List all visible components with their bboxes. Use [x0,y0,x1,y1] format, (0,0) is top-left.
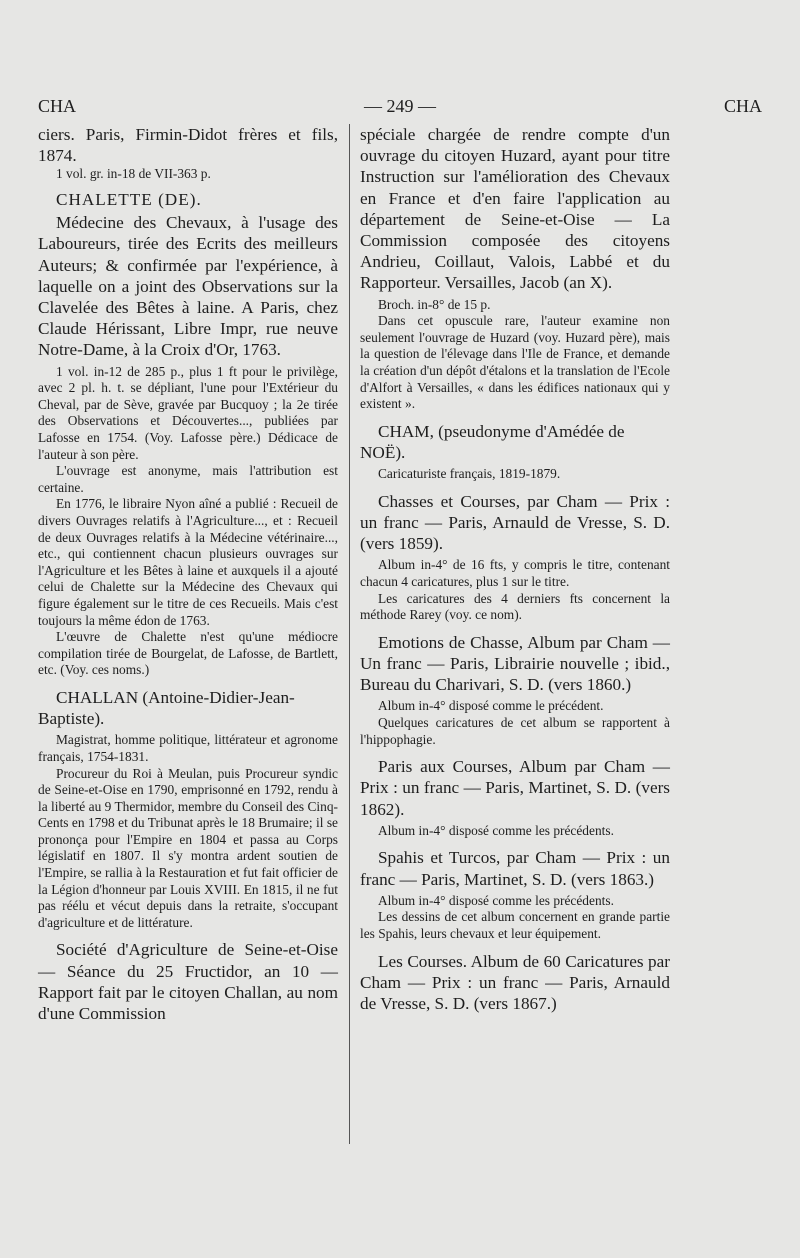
entry-title-spahis-et-turcos: Spahis et Turcos, par Cham — Prix : un franc — Paris, Martinet, S. D. (vers 1863.) [360,848,670,889]
column-divider [349,124,350,1144]
bibliographic-note: Broch. in-8° de 15 p. [378,296,491,312]
entry-title-medecine-des-chevaux: Médecine des Chevaux, à l'usage des Laboureurs, tirée des Ecrits des meilleurs Auteurs; & confirmée par l'expérience, à laquelle on a joint des Observations sur la Clavelée des Bêtes à laine. A Paris, chez Claude Hérissant, Libre Impr, rue neuve Notre-Dame, à la Croix d'Or, 1763. [38,213,338,360]
bibliographic-note: Album in-4° disposé comme les précédents. [378,822,614,838]
left-column [38,124,338,1024]
entry-heading-chalette: CHALETTE (DE). [56,190,202,209]
commentary-paragraph: En 1776, le libraire Nyon aîné a publié : Recueil de divers Ouvrages relatifs à l'Agriculture..., et : Recueil de deux Ouvrages relatifs à la Médecine vétérinaire..., etc., qui contiennent chacun plusieurs ouvrages sur l'Agriculture et les Bêtes à laine et auxquels il a ajouté celui de Chalette sur la Médecine des Chevaux qui figure également sur le titre de ces Recueils. Mais c'est toujours la même édon de 1763. [38,496,338,628]
header-right-word: CHA [723,96,762,116]
entry-title-paris-aux-courses: Paris aux Courses, Album par Cham — Prix : un franc — Paris, Martinet, S. D. (vers 1862). [360,757,670,819]
bibliographic-note: Album in-4° de 16 fts, y compris le titre, contenant chacun 4 caricatures, plus 1 sur le titre. [360,557,670,589]
commentary-paragraph: Les caricatures des 4 derniers fts concernent la méthode Rarey (voy. ce nom). [360,590,670,623]
entry-title-emotions-de-chasse: Emotions de Chasse, Album par Cham — Un franc — Paris, Librairie nouvelle ; ibid., Bureau du Charivari, S. D. (vers 1860.) [360,632,670,695]
commentary-paragraph: Quelques caricatures de cet album se rapportent à l'hippophagie. [360,714,670,747]
entry-title-chasses-et-courses: Chasses et Courses, par Cham — Prix : un franc — Paris, Arnauld de Vresse, S. D. (vers 1859). [360,491,670,554]
entry-heading-cham: CHAM, (pseudonyme d'Amédée de NOË). [360,421,625,462]
right-column [360,124,670,1014]
biography-summary: Caricaturiste français, 1819-1879. [378,466,561,482]
page-number: — 249 — [364,96,436,116]
commentary-paragraph: Dans cet opuscule rare, l'auteur examine non seulement l'ouvrage de Huzard (voy. Huzard père), mais la question de l'élevage dans l'Ile de France, et demande la création d'un dépôt d'étalons et la translation de l'Ecole d'Alfort à Versailles, « dans les édifices nationaux qui y existent ». [360,313,670,412]
entry-title-societe-agriculture: Société d'Agriculture de Seine-et-Oise — Séance du 25 Fructidor, an 10 — Rapport fait par le citoyen Challan, au nom d'une Commission [38,940,338,1024]
commentary-paragraph: L'ouvrage est anonyme, mais l'attribution est certaine. [38,463,338,495]
bibliographic-note: Album in-4° disposé comme les précédents. [378,892,614,908]
biography-paragraph: Procureur du Roi à Meulan, puis Procureur syndic de Seine-et-Oise en 1790, emprisonné en 1792, rendu à la liberté au 9 Thermidor, membre du Conseil des Cinq-Cents en 1798 et du Tribunat après le 18 Brumaire; il se prononça pour l'Empire en 1804 et passa au Corps législatif en 1807. Il s'y montra ardent soutien de l'Empire, se rallia à la Restauration et fut fait officier de la Légion d'honneur par Louis XVIII. En 1815, il ne fut pas réélu et vécut depuis dans la retraite, s'occupant d'agriculture et de littérature. [38,765,338,930]
entry-heading-challan: CHALLAN (Antoine-Didier-Jean-Baptiste). [38,687,295,729]
bibliographic-note: Album in-4° disposé comme le précédent. [378,698,604,714]
entry-title-les-courses: Les Courses. Album de 60 Caricatures par Cham — Prix : un franc — Paris, Arnauld de Vresse, S. D. (vers 1867.) [360,951,670,1013]
bibliographic-note: 1 vol. gr. in-18 de VII-363 p. [56,166,211,182]
bibliographic-note: 1 vol. in-12 de 285 p., plus 1 ft pour le privilège, avec 2 pl. h. t. se dépliant, l'une pour l'Extérieur du Cheval, par de Sève, gravée par Bucquoy ; la 2e tirée des Observations et Découvertes..., publiées par Lafosse en 1754. (Voy. Lafosse père.) Dédicace de l'auteur à son père. [38,363,338,462]
biography-summary: Magistrat, homme politique, littérateur et agronome français, 1754-1831. [38,732,338,764]
running-header [38,96,762,120]
commentary-paragraph: L'œuvre de Chalette n'est qu'une médiocre compilation tirée de Bourgelat, de Lafosse, de Bartlett, etc. (Voy. ces noms.) [38,629,338,678]
continuation-text: spéciale chargée de rendre compte d'un ouvrage du citoyen Huzard, ayant pour titre Instruction sur l'amélioration des Chevaux en France et d'en faire l'application au département de Seine-et-Oise — La Commission composée des citoyens Andrieu, Coillaut, Valois, Labbé et du Rapporteur. Versailles, Jacob (an X). [360,125,670,293]
commentary-paragraph: Les dessins de cet album concernent en grande partie les Spahis, leurs chevaux et leur équipement. [360,909,670,941]
continuation-text: ciers. Paris, Firmin-Didot frères et fils, 1874. [38,125,338,166]
header-left-word: CHA [38,96,77,116]
